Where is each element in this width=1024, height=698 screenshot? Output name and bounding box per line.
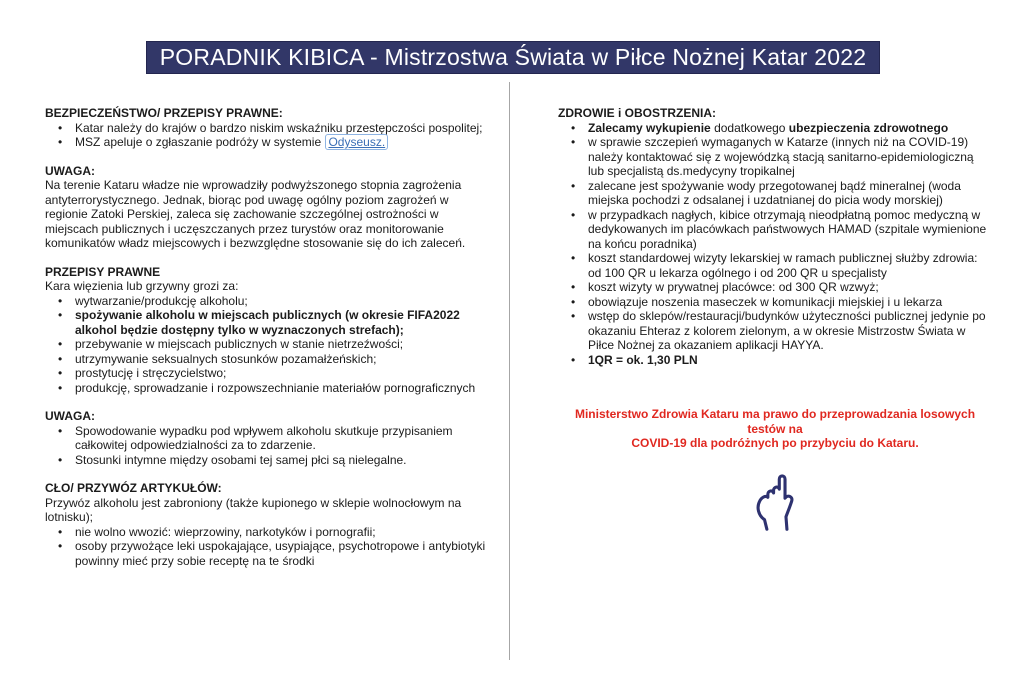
text-segment: 1QR = ok. 1,30 PLN [588,352,698,367]
bullet-text [75,121,491,136]
left-column [45,106,491,568]
legal-bullets [45,294,491,396]
health-heading: ZDROWIE i OBOSTRZENIA: [558,106,716,120]
bullet-marker: • [58,337,63,351]
penalty-intro-paragraph: Kara więzienia lub grzywny grozi za: [45,279,239,293]
bullet-marker: • [58,293,63,308]
text-segment: wstęp do sklepów/restauracji/budynków użyteczności publicznej jedynie po okazaniu Ehteraz z kolorem zielonym, a w okresie Mistrzostw Świata w Piłce Nożnej za okazaniem aplikacji HAYYA. [588,309,986,352]
bullet-text [588,353,992,368]
text-segment: osoby przywożące leki uspokajające, usypiające, psychotropowe i antybiotyki powinny mieć przy sobie receptę na te środki [75,539,486,568]
bullet-item [45,453,491,468]
text-segment: Zalecamy wykupienie [588,120,711,135]
bullet-item [45,424,491,453]
covid-test-notice [558,407,992,451]
bullet-text [75,308,491,337]
health-bullets [558,121,992,368]
text-segment: zalecane jest spożywanie wody przegotowanej bądź mineralnej (woda miejska pochodzi z odsalanej i uzdatnianej do picia wody morskiej) [588,178,961,207]
bullet-item [558,208,992,252]
bullet-item [45,366,491,381]
bullet-text [75,366,491,381]
bullet-text [588,208,992,252]
bullet-marker: • [58,452,63,467]
bullet-item [558,179,992,208]
text-segment: obowiązuje noszenia maseczek w komunikacji miejskiej i u lekarza [588,294,943,309]
spacer [45,395,491,409]
bullet-item [558,121,992,136]
text-segment: koszt wizyty w prywatnej placówce: od 300 QR wzwyż; [588,280,879,294]
bullet-marker: • [571,352,576,367]
text-segment: w sprawie szczepień wymaganych w Katarze (innych niż na COVID-19) należy kontaktować się z wojewódzką stacją sanitarno-epidemiologiczną lub specjalistą ds.medycyny tropikalnej [588,135,974,178]
bullet-text [75,381,491,396]
bullet-text [75,352,491,367]
text-segment: nie wolno wwozić: wieprzowiny, narkotyków i pornografii; [75,524,376,539]
bullet-marker: • [571,251,576,265]
tap-hand-icon [558,471,992,534]
text-segment: utrzymywanie seksualnych stosunków pozamałżeńskich; [75,351,377,366]
text-segment: koszt standardowej wizyty lekarskiej w ramach publicznej służby zdrowia: od 100 QR u lekarza ogólnego i od 200 QR u specjalisty [588,251,978,280]
bullet-text [75,337,491,352]
page-title-banner [146,41,880,74]
security-bullets [45,121,491,150]
spacer [558,367,992,407]
bullet-item [558,251,992,280]
bullet-marker: • [58,539,63,553]
text-segment: Spowodowanie wypadku pod wpływem alkoholu skutkuje przypisaniem całkowitej odpowiedzialności za to zdarzenie. [75,423,453,452]
text-segment: w przypadkach nagłych, kibice otrzymają nieodpłatną pomoc medyczną w dedykowanych im placówkach państwowych HAMAD (szpitale wymienione na końcu poradnika) [588,207,987,251]
bullet-text [588,179,992,208]
text-segment: ubezpieczenia zdrowotnego [788,120,949,135]
bullet-item [45,308,491,337]
customs-heading: CŁO/ PRZYWÓZ ARTYKUŁÓW: [45,481,222,495]
bullet-item [45,539,491,568]
bullet-text [588,280,992,295]
bullet-text [75,135,491,150]
bullet-marker: • [58,351,63,366]
spacer [45,150,491,164]
bullet-text [588,251,992,280]
bullet-marker: • [571,294,576,309]
bullet-item [45,121,491,136]
text-segment: wytwarzanie/produkcję alkoholu; [75,293,248,308]
bullet-text [75,525,491,540]
bullet-marker: • [58,308,63,322]
bullet-item [45,294,491,309]
bullet-text [588,295,992,310]
bullet-marker: • [58,380,63,395]
bullet-marker: • [58,423,63,438]
alcohol-warning-bullets [45,424,491,468]
bullet-marker: • [58,120,63,135]
bullet-item [45,525,491,540]
bullet-marker: • [571,120,576,135]
bullet-text [75,539,491,568]
bullet-text [75,453,491,468]
text-segment: prostytucję i stręczycielstwo; [75,366,227,380]
bullet-text [588,309,992,353]
bullet-marker: • [571,178,576,193]
uwaga2-heading: UWAGA: [45,409,95,423]
bullet-marker: • [571,135,576,149]
bullet-item [558,353,992,368]
bullet-marker: • [571,309,576,323]
bullet-item [558,309,992,353]
bullet-marker: • [58,524,63,539]
bullet-item [558,280,992,295]
text-segment: MSZ apeluje o zgłaszanie podróży w systemie [75,135,322,149]
notice-line: Ministerstwo Zdrowia Kataru ma prawo do przeprowadzania losowych testów na [574,407,976,436]
customs-bullets [45,525,491,569]
bullet-marker: • [58,366,63,380]
bullet-item [45,352,491,367]
bullet-item [558,295,992,310]
bullet-text [75,294,491,309]
customs-intro-paragraph: Przywóz alkoholu jest zabroniony (także kupionego w sklepie wolnocłowym na lotnisku); [45,495,462,524]
text-segment: Katar należy do krajów o bardzo niskim wskaźniku przestępczości pospolitej; [75,120,483,135]
bullet-text [588,135,992,179]
bullet-item [45,381,491,396]
page-title: PORADNIK KIBICA - Mistrzostwa Świata w Piłce Nożnej Katar 2022 [159,44,867,71]
text-segment: przebywanie w miejscach publicznych w stanie nietrzeźwości; [75,337,404,351]
bullet-marker: • [571,280,576,294]
spacer [45,467,491,481]
bullet-item [45,135,491,150]
column-divider [509,82,510,660]
spacer [45,251,491,265]
text-segment: produkcję, sprowadzanie i rozpowszechnianie materiałów pornograficznych [75,380,476,395]
bullet-text [588,121,992,136]
right-column [558,106,992,534]
bullet-text [75,424,491,453]
spacer [558,451,992,471]
bullet-marker: • [58,135,63,149]
text-segment: Stosunki intymne między osobami tej samej płci są nielegalne. [75,452,407,467]
bullet-marker: • [571,207,576,222]
text-segment: dodatkowego [710,120,789,135]
bullet-item [558,135,992,179]
notice-line: COVID-19 dla podróżnych po przybyciu do Kataru. [631,436,919,450]
uwaga-heading: UWAGA: [45,163,95,178]
legal-rules-heading: PRZEPISY PRAWNE [45,264,161,279]
terror-warning-paragraph: Na terenie Kataru władze nie wprowadziły podwyższonego stopnia zagrożenia antyterrorystycznego. Jednak, biorąc pod uwagę ogólny poziom zagrożeń w regionie Zatoki Perskiej, zaleca się zachowanie szczególnej ostrożności w miejscach publicznych i uczęszczanych przez turystów oraz monitorowanie komunikatów władz miejscowych i bezwzględne stosowanie się do ich zaleceń. [45,178,466,250]
security-legal-heading: BEZPIECZEŃSTWO/ PRZEPISY PRAWNE: [45,106,283,120]
bullet-item [45,337,491,352]
text-segment: spożywanie alkoholu w miejscach publicznych (w okresie FIFA2022 alkohol będzie dostępny tylko w wyznaczonych strefach); [75,308,460,337]
odyseusz-link[interactable]: Odyseusz. [325,134,388,150]
